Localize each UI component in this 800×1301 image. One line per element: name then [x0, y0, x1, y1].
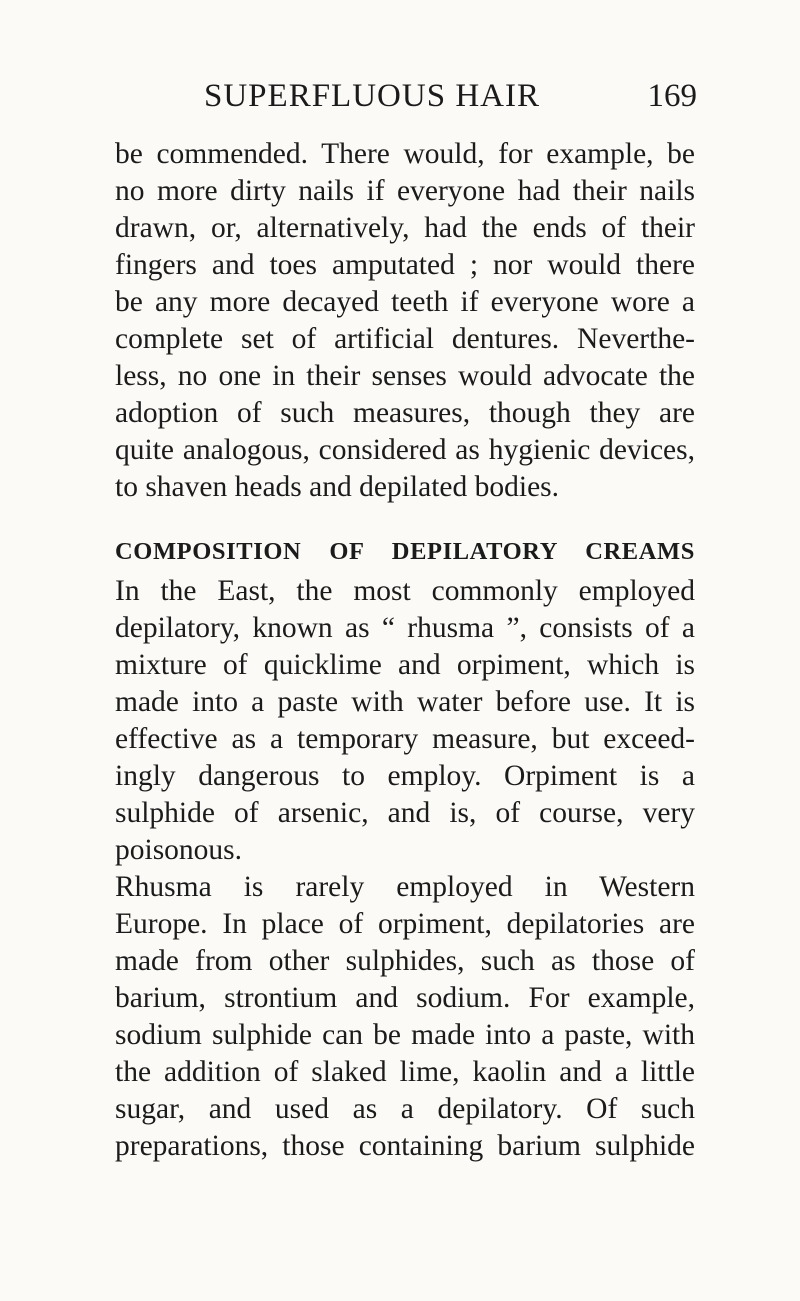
text-line: drawn, or, alternatively, had the ends of their — [115, 212, 695, 244]
text-line: In the East, the most commonly employed — [115, 575, 695, 607]
text-line: mixture of quicklime and orpiment, which is — [115, 649, 695, 681]
text-line: to shaven heads and depilated bodies. — [115, 471, 560, 503]
page-number: 169 — [647, 78, 697, 114]
text-line: sugar, and used as a depilatory. Of such — [115, 1093, 695, 1125]
text-line: Europe. In place of orpiment, depilatories are — [115, 908, 695, 940]
text-line: be commended. There would, for example, be — [115, 138, 695, 170]
page-content — [115, 78, 695, 1165]
text-line: depilatory, known as “ rhusma ”, consists of a — [115, 612, 695, 644]
text-line: preparations, those containing barium sulphide — [115, 1130, 695, 1162]
text-line: adoption of such measures, though they are — [115, 397, 695, 429]
section-heading: COMPOSITION OF DEPILATORY CREAMS — [115, 538, 695, 565]
paragraph-rhusma-east — [115, 573, 695, 869]
text-line: quite analogous, considered as hygienic devices, — [115, 434, 695, 466]
paragraph-commended — [115, 136, 695, 506]
text-line: ingly dangerous to employ. Orpiment is a — [115, 760, 695, 792]
text-line: less, no one in their senses would advocate the — [115, 360, 695, 392]
text-line: Rhusma is rarely employed in Western — [115, 871, 695, 903]
text-line: made from other sulphides, such as those of — [115, 945, 695, 977]
text-line: sodium sulphide can be made into a paste, with — [115, 1019, 695, 1051]
running-head — [115, 78, 695, 136]
paragraph-western-europe — [115, 869, 695, 1165]
text-line: fingers and toes amputated ; nor would there — [115, 249, 695, 281]
running-title: SUPERFLUOUS HAIR — [204, 78, 540, 114]
text-line: barium, strontium and sodium. For example, — [115, 982, 695, 1014]
text-line: no more dirty nails if everyone had their nails — [115, 175, 695, 207]
text-line: made into a paste with water before use. It is — [115, 686, 695, 718]
text-line: sulphide of arsenic, and is, of course, very — [115, 797, 695, 829]
text-line: the addition of slaked lime, kaolin and a little — [115, 1056, 695, 1088]
text-line: poisonous. — [115, 834, 243, 866]
text-line: be any more decayed teeth if everyone wore a — [115, 286, 695, 318]
text-line: effective as a temporary measure, but exceed- — [115, 723, 695, 755]
text-line: complete set of artificial dentures. Neverthe- — [115, 323, 695, 355]
